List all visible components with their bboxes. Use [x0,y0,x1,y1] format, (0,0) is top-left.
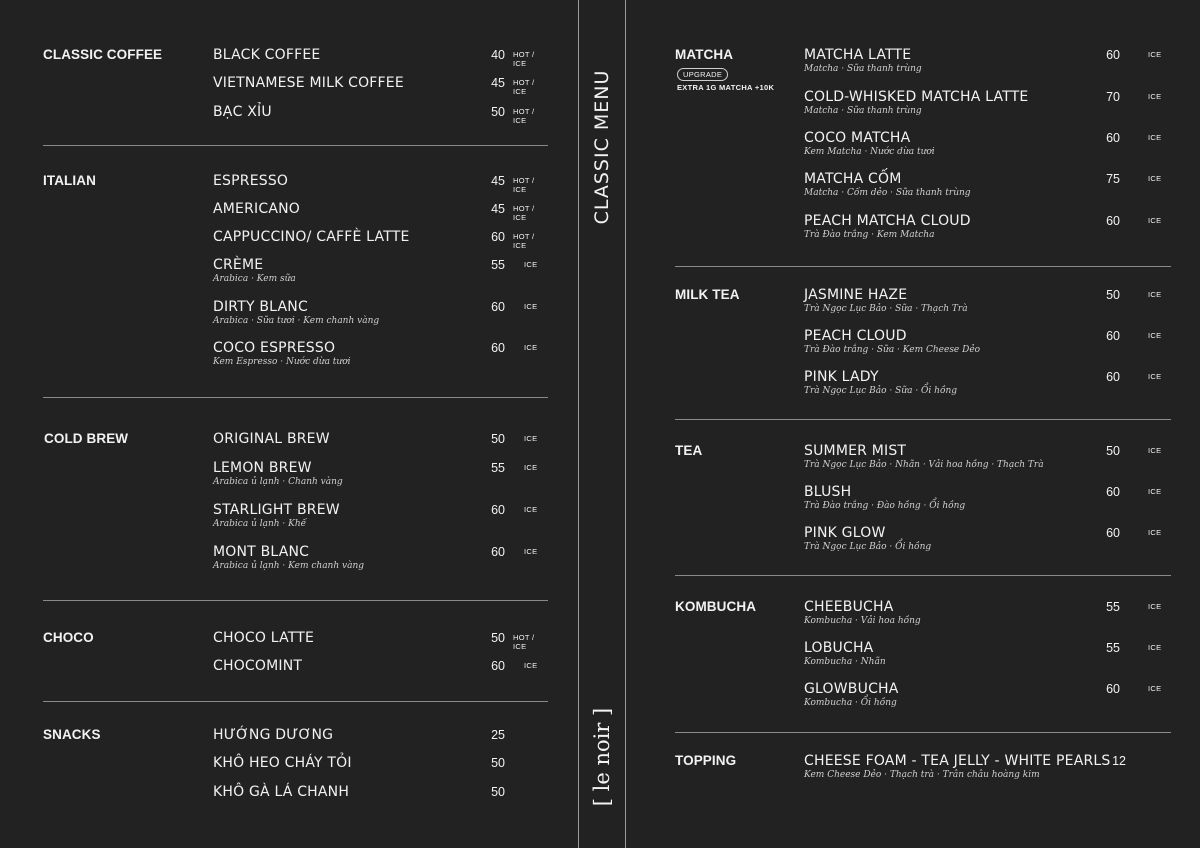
item-tag: ICE [1148,290,1162,299]
item-description: Arabica ủ lạnh · Kem chanh vàng [213,561,365,571]
category-title: ITALIAN [43,173,96,188]
item-name: CAPPUCCINO/ CAFFÈ LATTE [213,229,410,245]
section-divider [43,600,548,601]
menu-item [804,681,1171,708]
brand-name: [ le noir ] [590,707,614,807]
menu-item [804,443,1171,470]
item-description: Kombucha · Ổi hồng [804,698,897,708]
spine-right-line [625,0,626,848]
item-tag: ICE [1148,643,1162,652]
item-tag: ICE [524,302,538,311]
item-description: Trà Đào trắng · Sữa · Kem Cheese Dẻo [804,345,981,355]
item-name: BẠC XỈU [213,104,272,120]
item-tag: HOT / ICE [513,633,535,651]
item-name: CHEEBUCHA [804,599,894,615]
item-price: 60 [1106,485,1120,499]
category-title: TOPPING [675,753,737,768]
item-name: CHOCOMINT [213,658,303,674]
upgrade-note: EXTRA 1G MATCHA +10K [677,83,775,92]
item-tag: ICE [1148,684,1162,693]
item-price: 60 [1106,214,1120,228]
menu-item [213,502,548,529]
menu-item [804,753,1171,780]
item-price: 50 [491,631,505,645]
item-description: Matcha · Sữa thanh trùng [804,64,922,74]
menu-item [804,89,1171,116]
menu-item [804,171,1171,198]
category-title: TEA [675,443,703,458]
item-description: Trà Đào trắng · Kem Matcha [804,230,935,240]
menu-item [213,431,548,447]
section-divider [43,145,548,146]
section-divider [675,266,1171,267]
item-tag: ICE [1148,487,1162,496]
item-description: Trà Ngọc Lục Bảo · Nhãn · Vải hoa hồng · Thạch Trà [804,460,1044,470]
item-tag: ICE [1148,50,1162,59]
section-divider [675,419,1171,420]
item-name: JASMINE HAZE [804,287,908,303]
menu-item [804,287,1171,314]
item-name: STARLIGHT BREW [213,502,340,518]
item-tag: HOT / ICE [513,204,535,222]
menu-item [804,130,1171,157]
menu-item [213,340,548,367]
item-description: Arabica ủ lạnh · Chanh vàng [213,477,343,487]
menu-item [213,201,548,222]
item-price: 60 [1106,526,1120,540]
item-tag: ICE [1148,331,1162,340]
item-price: 60 [1106,329,1120,343]
item-name: CRÈME [213,257,264,273]
item-description: Kombucha · Nhãn [804,657,886,667]
item-description: Trà Ngọc Lục Bảo · Ổi hồng [804,542,932,552]
item-name: LOBUCHA [804,640,874,656]
menu-item [213,727,548,743]
item-description: Matcha · Sữa thanh trùng [804,106,922,116]
item-tag: ICE [1148,216,1162,225]
menu-item [213,755,548,771]
section-divider [675,732,1171,733]
item-price: 55 [1106,600,1120,614]
item-tag: HOT / ICE [513,50,535,68]
item-price: 60 [491,659,505,673]
menu-item [804,640,1171,667]
menu-item [213,784,548,800]
item-price: 60 [491,300,505,314]
menu-item [213,75,548,96]
item-description: Arabica · Sữa tươi · Kem chanh vàng [213,316,380,326]
item-name: MATCHA CỐM [804,171,902,187]
item-description: Trà Đào trắng · Đào hồng · Ổi hồng [804,501,966,511]
menu-item [213,173,548,194]
item-name: ORIGINAL BREW [213,431,330,447]
section-divider [43,701,548,702]
item-price: 60 [491,230,505,244]
item-tag: ICE [1148,446,1162,455]
category-title: SNACKS [43,727,101,742]
menu-item [213,630,548,651]
item-price: 55 [491,258,505,272]
item-tag: HOT / ICE [513,176,535,194]
category-title: CLASSIC COFFEE [43,47,163,62]
menu-item [804,47,1171,74]
item-description: Trà Ngọc Lục Bảo · Sữa · Thạch Trà [804,304,968,314]
item-price: 70 [1106,90,1120,104]
item-name: DIRTY BLANC [213,299,308,315]
item-name: CHEESE FOAM - TEA JELLY - WHITE PEARLS [804,753,1111,769]
item-tag: ICE [1148,133,1162,142]
menu-item [804,599,1171,626]
section-divider [43,397,548,398]
item-price: 60 [1106,370,1120,384]
item-price: 60 [1106,131,1120,145]
item-description: Kem Espresso · Nước dừa tươi [213,357,351,367]
category-title: COLD BREW [44,431,129,446]
item-tag: ICE [524,505,538,514]
item-tag: ICE [524,260,538,269]
item-price: 40 [491,48,505,62]
menu-item [804,328,1171,355]
menu-item [804,484,1171,511]
item-price: 25 [491,728,505,742]
item-price: 50 [491,785,505,799]
item-price: 45 [491,202,505,216]
item-name: KHÔ HEO CHÁY TỎI [213,755,352,771]
item-price: 12 [1112,754,1126,768]
item-price: 50 [491,756,505,770]
item-name: SUMMER MIST [804,443,907,459]
item-name: KHÔ GÀ LÁ CHANH [213,784,350,800]
item-tag: HOT / ICE [513,232,535,250]
item-name: MATCHA LATTE [804,47,912,63]
category-title: MATCHA [675,47,734,62]
menu-item [804,525,1171,552]
menu-item [213,299,548,326]
item-tag: ICE [524,661,538,670]
menu-item [213,544,548,571]
item-name: ESPRESSO [213,173,289,189]
item-price: 50 [491,105,505,119]
menu-item [804,369,1171,396]
menu-item [213,104,548,125]
item-price: 60 [491,503,505,517]
item-name: PEACH MATCHA CLOUD [804,213,971,229]
item-description: Arabica · Kem sữa [213,274,296,284]
menu-item [213,47,548,68]
category-title: KOMBUCHA [675,599,757,614]
item-description: Trà Ngọc Lục Bảo · Sữa · Ổi hồng [804,386,958,396]
item-tag: ICE [524,434,538,443]
item-price: 50 [1106,288,1120,302]
item-tag: ICE [524,463,538,472]
item-tag: HOT / ICE [513,107,535,125]
item-name: PEACH CLOUD [804,328,907,344]
item-tag: ICE [1148,174,1162,183]
item-name: BLACK COFFEE [213,47,321,63]
item-tag: ICE [524,343,538,352]
item-price: 45 [491,76,505,90]
item-name: VIETNAMESE MILK COFFEE [213,75,404,91]
item-description: Matcha · Cốm dẻo · Sữa thanh trùng [804,188,971,198]
item-description: Kombucha · Vải hoa hồng [804,616,921,626]
menu-item [213,257,548,284]
upgrade-badge: UPGRADE [677,68,728,81]
item-tag: ICE [1148,372,1162,381]
item-name: COCO ESPRESSO [213,340,336,356]
menu-item [213,658,548,674]
menu-item [213,460,548,487]
item-tag: HOT / ICE [513,78,535,96]
item-tag: ICE [1148,528,1162,537]
item-name: LEMON BREW [213,460,312,476]
category-title: CHOCO [43,630,94,645]
item-name: PINK LADY [804,369,879,385]
item-price: 55 [1106,641,1120,655]
item-name: MONT BLANC [213,544,310,560]
category-title: MILK TEA [675,287,740,302]
item-description: Kem Matcha · Nước dừa tươi [804,147,935,157]
item-price: 60 [491,341,505,355]
item-name: PINK GLOW [804,525,886,541]
menu-title: CLASSIC MENU [591,69,613,225]
menu-item [213,229,548,250]
item-tag: ICE [524,547,538,556]
item-price: 60 [1106,682,1120,696]
menu-spine [579,0,625,848]
item-name: CHOCO LATTE [213,630,315,646]
item-name: AMERICANO [213,201,301,217]
item-tag: ICE [1148,92,1162,101]
item-price: 45 [491,174,505,188]
item-name: HƯỚNG DƯƠNG [213,727,334,743]
item-price: 60 [1106,48,1120,62]
item-description: Kem Cheese Dẻo · Thạch trà · Trân châu hoàng kim [804,770,1040,780]
item-name: GLOWBUCHA [804,681,899,697]
menu-item [804,213,1171,240]
item-price: 50 [491,432,505,446]
item-price: 60 [491,545,505,559]
section-divider [675,575,1171,576]
item-price: 50 [1106,444,1120,458]
item-description: Arabica ủ lạnh · Khế [213,519,307,529]
item-price: 55 [491,461,505,475]
item-name: COLD-WHISKED MATCHA LATTE [804,89,1029,105]
item-price: 75 [1106,172,1120,186]
item-name: BLUSH [804,484,852,500]
item-name: COCO MATCHA [804,130,911,146]
item-tag: ICE [1148,602,1162,611]
